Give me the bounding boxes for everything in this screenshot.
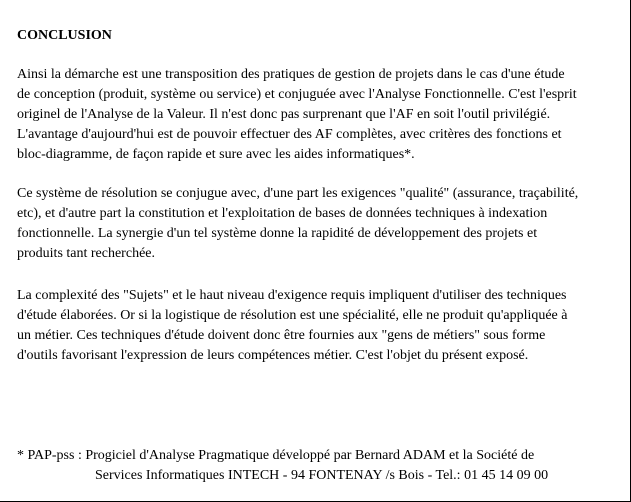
paragraph-line: d'outils favorisant l'expression de leurs compétences métier. C'est l'objet du présent exposé. (17, 348, 529, 363)
paragraph-line: bloc-diagramme, de façon rapide et sure avec les aides informatiques*. (17, 147, 415, 162)
paragraph-2 (17, 184, 623, 264)
footnote (17, 446, 548, 486)
footnote-line-1: * PAP-pss : Progiciel d'Analyse Pragmatique développé par Bernard ADAM et la Société de (17, 448, 535, 463)
paragraph-line: Ce système de résolution se conjugue avec, d'une part les exigences "qualité" (assurance, traçabilité, (17, 186, 579, 201)
paragraph-line: un métier. Ces techniques d'étude doivent donc être fournies aux "gens de métiers" sous forme (17, 328, 546, 343)
paragraph-line: d'étude élaborées. Or si la logistique de résolution est une spécialité, elle ne produit qu'appliquée à (17, 308, 568, 323)
paragraph-line: originel de l'Analyse de la Valeur. Il n'est donc pas surprenant que l'AF en soit l'outil privilégié. (17, 107, 551, 122)
paragraph-3 (17, 286, 623, 366)
paragraph-line: L'avantage d'aujourd'hui est de pouvoir effectuer des AF complètes, avec critères des fonctions et (17, 127, 562, 142)
footnote-line-2: Services Informatiques INTECH - 94 FONTENAY /s Bois - Tel.: 01 45 14 09 00 (95, 468, 549, 483)
paragraph-1 (17, 65, 623, 165)
paragraph-line: fonctionnelle. La synergie d'un tel système donne la rapidité de développement des projets et (17, 226, 538, 241)
paragraph-line: produits tant recherchée. (17, 246, 155, 261)
section-heading: CONCLUSION (17, 28, 112, 43)
paragraph-line: Ainsi la démarche est une transposition des pratiques de gestion de projets dans le cas d'une étude (17, 67, 565, 82)
paragraph-line: La complexité des "Sujets" et le haut niveau d'exigence requis impliquent d'utiliser des techniques (17, 288, 567, 303)
paragraph-line: etc), et d'autre part la constitution et l'exploitation de bases de données techniques à indexation (17, 206, 548, 221)
paragraph-line: de conception (produit, système ou service) et conjuguée avec l'Analyse Fonctionnelle. C'est l'esprit (17, 87, 577, 102)
